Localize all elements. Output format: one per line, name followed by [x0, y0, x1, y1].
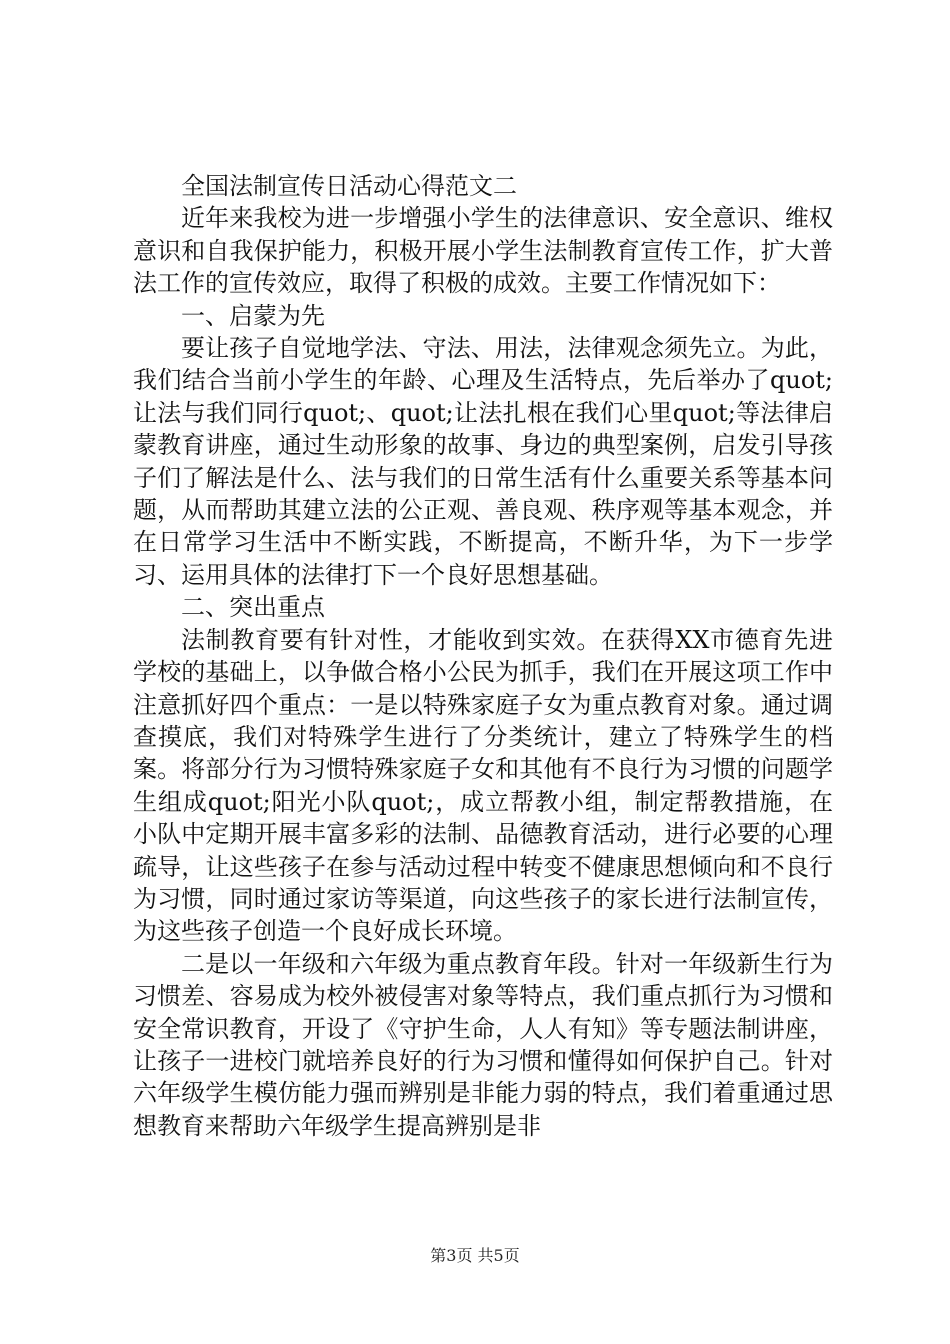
document-title: 全国法制宣传日活动心得范文二	[181, 172, 517, 200]
paragraph-intro: 近年来我校为进一步增强小学生的法律意识、安全意识、维权意识和自我保护能力，积极开展小学生法制教育宣传工作，扩大普法工作的宣传效应，取得了积极的成效。主要工作情况如下：	[133, 204, 833, 298]
paragraph-grades: 二是以一年级和六年级为重点教育年段。针对一年级新生行为习惯差、容易成为校外被侵害对象等特点，我们重点抓行为习惯和安全常识教育，开设了《守护生命，人人有知》等专题法制讲座，让孩子一进校门就培养良好的行为习惯和懂得如何保护自己。针对六年级学生模仿能力强而辨别是非能力弱的特点，我们着重通过思想教育来帮助六年级学生提高辨别是非	[133, 949, 833, 1140]
section-heading-2: 二、突出重点	[181, 593, 325, 622]
paragraph-focus: 法制教育要有针对性，才能收到实效。在获得XX市德育先进学校的基础上，以争做合格小公民为抓手，我们在开展这项工作中注意抓好四个重点：一是以特殊家庭子女为重点教育对象。通过调查摸底，我们对特殊学生进行了分类统计，建立了特殊学生的档案。将部分行为习惯特殊家庭子女和其他有不良行为习惯的问题学生组成quot;阳光小队quot;，成立帮教小组，制定帮教措施，在小队中定期开展丰富多彩的法制、品德教育活动，进行必要的心理疏导，让这些孩子在参与活动过程中转变不健康思想倾向和不良行为习惯，同时通过家访等渠道，向这些孩子的家长进行法制宣传，为这些孩子创造一个良好成长环境。	[133, 625, 833, 946]
page-number-footer: 第3页 共5页	[430, 1246, 520, 1265]
section-heading-1: 一、启蒙为先	[181, 301, 325, 330]
paragraph-enlightenment: 要让孩子自觉地学法、守法、用法，法律观念须先立。为此，我们结合当前小学生的年龄、心理及生活特点，先后举办了quot;让法与我们同行quot;、quot;让法扎根在我们心里quot;等法律启蒙教育讲座，通过生动形象的故事、身边的典型案例，启发引导孩子们了解法是什么、法与我们的日常生活有什么重要关系等基本问题，从而帮助其建立法的公正观、善良观、秩序观等基本观念，并在日常学习生活中不断实践，不断提高，不断升华，为下一步学习、运用具体的法律打下一个良好思想基础。	[133, 334, 833, 589]
document-body	[133, 170, 833, 1142]
